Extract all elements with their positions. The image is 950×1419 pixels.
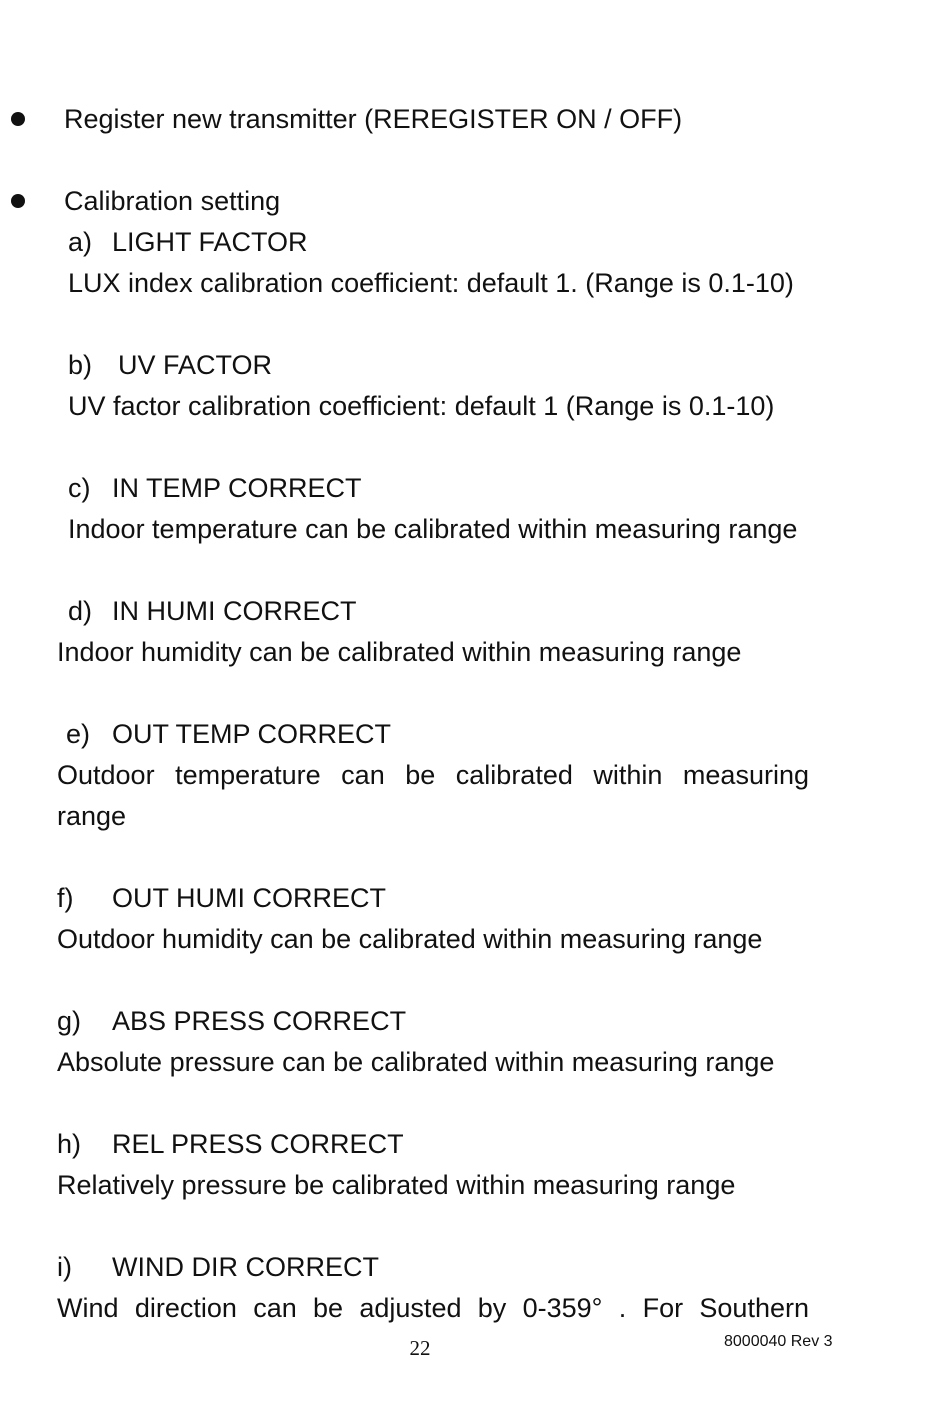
item-out-humi-title xyxy=(57,882,386,914)
item-rel-press-desc: Relatively pressure be calibrated within measuring range xyxy=(57,1170,736,1200)
item-title: OUT HUMI CORRECT xyxy=(112,883,386,913)
item-marker: e) xyxy=(66,719,91,749)
item-out-temp-desc-line1: Outdoor temperature can be calibrated within measuring xyxy=(57,760,809,790)
item-marker: a) xyxy=(68,227,93,257)
item-out-temp-desc-line2: range xyxy=(57,801,127,831)
item-abs-press-title xyxy=(57,1005,406,1037)
page-number: 22 xyxy=(409,1336,431,1360)
item-marker: i) xyxy=(57,1252,72,1282)
item-out-humi-desc: Outdoor humidity can be calibrated within measuring range xyxy=(57,924,763,954)
item-marker: g) xyxy=(57,1006,82,1036)
item-marker: b) xyxy=(68,350,93,380)
item-uv-factor-title xyxy=(68,349,272,381)
item-wind-dir-title xyxy=(57,1251,379,1283)
item-title: WIND DIR CORRECT xyxy=(112,1252,379,1282)
item-out-temp-title xyxy=(66,718,391,750)
revision-label: 8000040 Rev 3 xyxy=(724,1333,833,1350)
item-rel-press-title xyxy=(57,1128,404,1160)
item-light-factor-desc: LUX index calibration coefficient: default 1. (Range is 0.1-10) xyxy=(68,268,794,298)
item-marker: c) xyxy=(68,473,91,503)
item-title: ABS PRESS CORRECT xyxy=(112,1006,407,1036)
item-marker: h) xyxy=(57,1129,82,1159)
item-title: LIGHT FACTOR xyxy=(112,227,308,257)
bullet-calibration-setting: Calibration setting xyxy=(64,186,281,216)
item-in-humi-desc: Indoor humidity can be calibrated within measuring range xyxy=(57,637,742,667)
item-marker: d) xyxy=(68,596,93,626)
bullet-register-transmitter: Register new transmitter (REREGISTER ON / OFF) xyxy=(64,104,683,134)
item-light-factor-title xyxy=(68,226,308,258)
item-abs-press-desc: Absolute pressure can be calibrated within measuring range xyxy=(57,1047,775,1077)
item-title: REL PRESS CORRECT xyxy=(112,1129,404,1159)
item-title: OUT TEMP CORRECT xyxy=(112,719,392,749)
item-in-humi-title xyxy=(68,595,357,627)
item-wind-dir-desc: Wind direction can be adjusted by 0-359° . For Southern xyxy=(57,1293,809,1323)
item-title: IN HUMI CORRECT xyxy=(112,596,357,626)
bullet-icon xyxy=(11,194,25,208)
item-in-temp-desc: Indoor temperature can be calibrated within measuring range xyxy=(68,514,798,544)
item-in-temp-title xyxy=(68,472,362,504)
item-uv-factor-desc: UV factor calibration coefficient: default 1 (Range is 0.1-10) xyxy=(68,391,775,421)
item-marker: f) xyxy=(57,883,74,913)
item-title: IN TEMP CORRECT xyxy=(112,473,362,503)
item-title: UV FACTOR xyxy=(118,350,273,380)
bullet-icon xyxy=(11,112,25,126)
